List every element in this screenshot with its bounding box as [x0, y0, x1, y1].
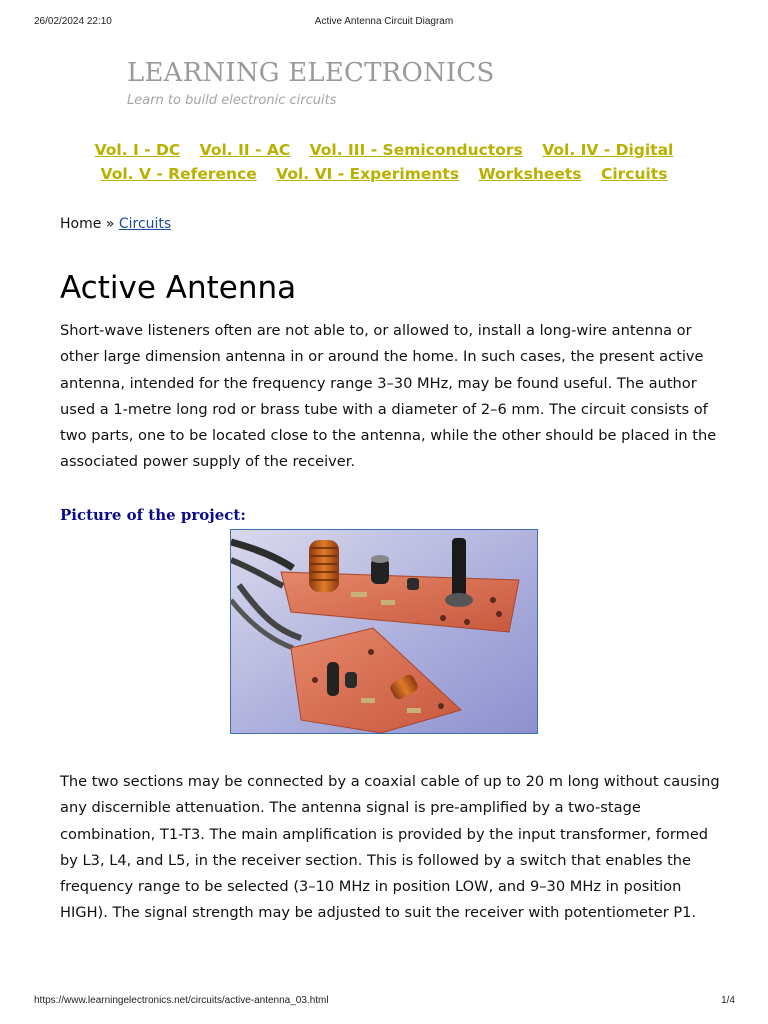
- breadcrumb-home: Home: [60, 216, 102, 232]
- picture-heading: Picture of the project:: [60, 506, 246, 524]
- breadcrumb-link-circuits[interactable]: Circuits: [118, 216, 172, 232]
- site-tagline: Learn to build electronic circuits: [127, 93, 337, 108]
- nav-link-vol-2[interactable]: Vol. II - AC: [199, 141, 291, 159]
- print-page-title: Active Antenna Circuit Diagram: [314, 16, 454, 27]
- nav-link-vol-4[interactable]: Vol. IV - Digital: [542, 141, 674, 159]
- print-datetime: 26/02/2024 22:10: [34, 16, 112, 27]
- project-photo: [230, 529, 538, 734]
- page-title: Active Antenna: [60, 270, 297, 306]
- nav-link-vol-5[interactable]: Vol. V - Reference: [100, 165, 257, 183]
- print-page-number: 1/4: [721, 995, 735, 1006]
- description-paragraph: The two sections may be connected by a coaxial cable of up to 20 m long without causing any discernible attenuation. The antenna signal is pre-amplified by a two-stage combination, T1-T3. The main amplification is provided by the input transformer, formed by L3, L4, and L5, in the receiver section. This is followed by a switch that enables the frequency range to be selected (3–10 MHz in position LOW, and 9–30 MHz in position HIGH). The signal strength may be adjusted to suit the receiver with potentiometer P1.: [60, 773, 720, 922]
- intro-paragraph: Short-wave listeners often are not able to, or allowed to, install a long-wire antenna or other large dimension antenna in or around the home. In such cases, the present active antenna, intended for the frequency range 3–30 MHz, may be found useful. The author used a 1-metre long rod or brass tube with a diameter of 2–6 mm. The circuit consists of two parts, one to be located close to the antenna, while the other should be placed in the associated power supply of the receiver.: [60, 322, 717, 471]
- nav-row-1: [0, 141, 768, 159]
- nav-link-vol-3[interactable]: Vol. III - Semiconductors: [309, 141, 523, 159]
- nav-link-vol-1[interactable]: Vol. I - DC: [94, 141, 181, 159]
- nav-link-worksheets[interactable]: Worksheets: [478, 165, 582, 183]
- breadcrumb: [60, 216, 171, 232]
- print-header: [0, 16, 768, 30]
- nav-link-circuits[interactable]: Circuits: [600, 165, 668, 183]
- nav-row-2: [0, 165, 768, 183]
- print-url: https://www.learningelectronics.net/circuits/active-antenna_03.html: [34, 995, 329, 1006]
- nav-link-vol-6[interactable]: Vol. VI - Experiments: [276, 165, 460, 183]
- site-title[interactable]: LEARNING ELECTRONICS: [127, 58, 495, 88]
- print-footer: [0, 995, 768, 1009]
- breadcrumb-separator: »: [105, 216, 115, 232]
